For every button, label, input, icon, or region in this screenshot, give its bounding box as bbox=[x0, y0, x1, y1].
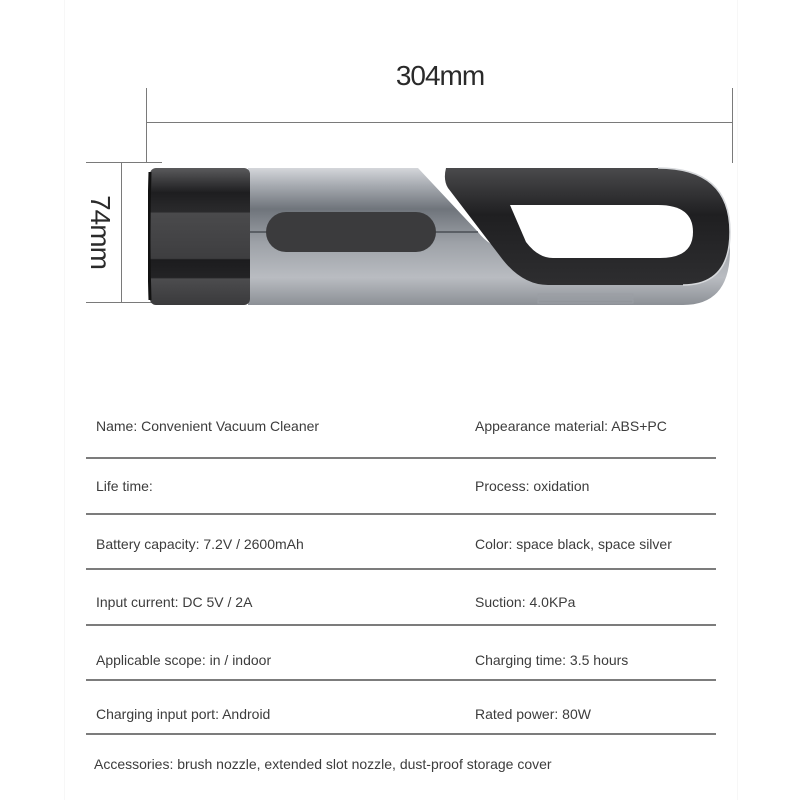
spec-accessories: Accessories: brush nozzle, extended slot nozzle, dust-proof storage cover bbox=[94, 756, 552, 772]
spec-life-time: Life time: bbox=[96, 478, 153, 494]
length-dimension-label: 304mm bbox=[395, 60, 485, 91]
spec-suction: Suction: 4.0KPa bbox=[475, 594, 576, 610]
divider bbox=[86, 513, 716, 515]
divider bbox=[86, 568, 716, 570]
spec-charging-time: Charging time: 3.5 hours bbox=[475, 652, 629, 668]
spec-battery-capacity: Battery capacity: 7.2V / 2600mAh bbox=[96, 536, 304, 552]
diameter-dimension-line bbox=[121, 162, 122, 302]
divider bbox=[86, 679, 716, 681]
divider bbox=[86, 624, 716, 626]
spec-row bbox=[86, 688, 716, 744]
divider bbox=[86, 733, 716, 735]
spec-input-current: Input current: DC 5V / 2A bbox=[96, 594, 253, 610]
spec-row bbox=[86, 634, 716, 690]
length-dimension-tick-left bbox=[146, 88, 147, 163]
specifications-table bbox=[86, 400, 716, 736]
spec-rated-power: Rated power: 80W bbox=[475, 706, 591, 722]
spec-row bbox=[86, 460, 716, 516]
spec-process: Process: oxidation bbox=[475, 478, 590, 494]
length-dimension-tick-right bbox=[732, 88, 733, 163]
page-border-left bbox=[64, 0, 65, 800]
page-border-right bbox=[737, 0, 738, 800]
spec-appearance-material: Appearance material: ABS+PC bbox=[475, 418, 667, 434]
length-dimension-line bbox=[147, 122, 733, 123]
spec-charging-port: Charging input port: Android bbox=[96, 706, 271, 722]
spec-row bbox=[86, 400, 716, 456]
spec-color: Color: space black, space silver bbox=[475, 536, 672, 552]
spec-row bbox=[86, 518, 716, 574]
divider bbox=[86, 457, 716, 459]
diameter-dimension-tick-bottom bbox=[86, 302, 156, 303]
diameter-dimension-label: 74mm bbox=[85, 195, 116, 269]
handheld-vacuum-icon bbox=[148, 160, 738, 310]
spec-applicable-scope: Applicable scope: in / indoor bbox=[96, 652, 272, 668]
spec-name: Name: Convenient Vacuum Cleaner bbox=[96, 418, 320, 434]
